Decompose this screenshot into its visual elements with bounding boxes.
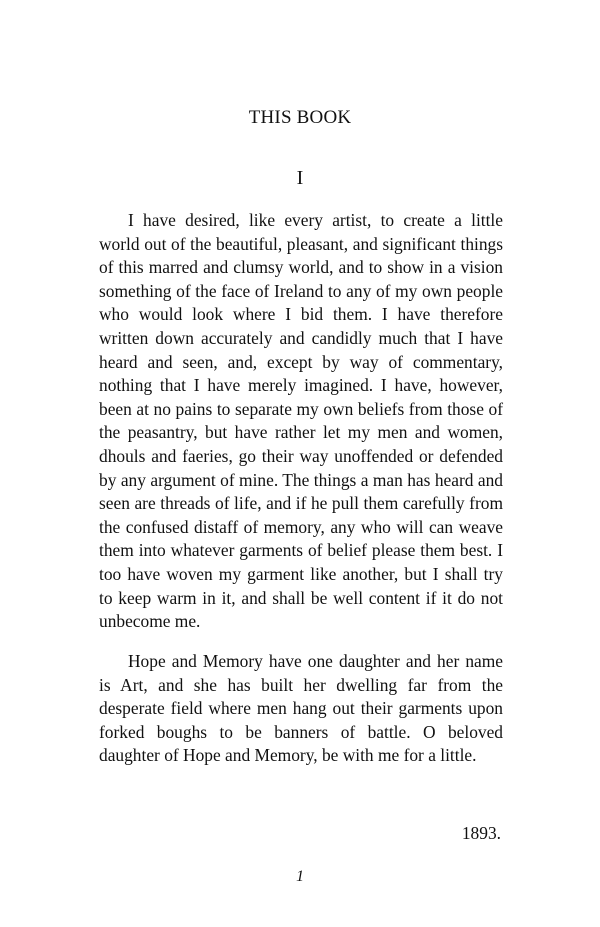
date-line: 1893. [461,823,501,843]
paragraph-2: Hope and Memory have one daughter and her name is Art, and she has built her dwelling far from the desperate field where men hang out their garments upon forked boughs to be banners of battle. O beloved daughter of Hope and Memory, be with me for a little. [99,651,503,766]
section-number: I [296,167,304,189]
page-number: 1 [296,868,304,885]
chapter-title: THIS BOOK [248,107,352,128]
paragraph-1: I have desired, like every artist, to create a little world out of the beautiful, pleasant, and significant things of this marred and clumsy world, and to show in a vision something of the face of Ireland to any of my own people who would look where I bid them. I have therefore written down accurately and candidly much that I have heard and seen, and, except by way of commentary, nothing that I have merely imagined. I have, however, been at no pains to separate my own beliefs from those of the peasantry, but have rather let my men and women, dhouls and faeries, go their way unoffended or defended by any argument of mine. The things a man has heard and seen are threads of life, and if he pull them carefully from the confused distaff of memory, any who will can weave them into whatever garments of belief please them best. I too have woven my garment like another, but I shall try to keep warm in it, and shall be well content if it do not unbecome me. [99,210,503,632]
